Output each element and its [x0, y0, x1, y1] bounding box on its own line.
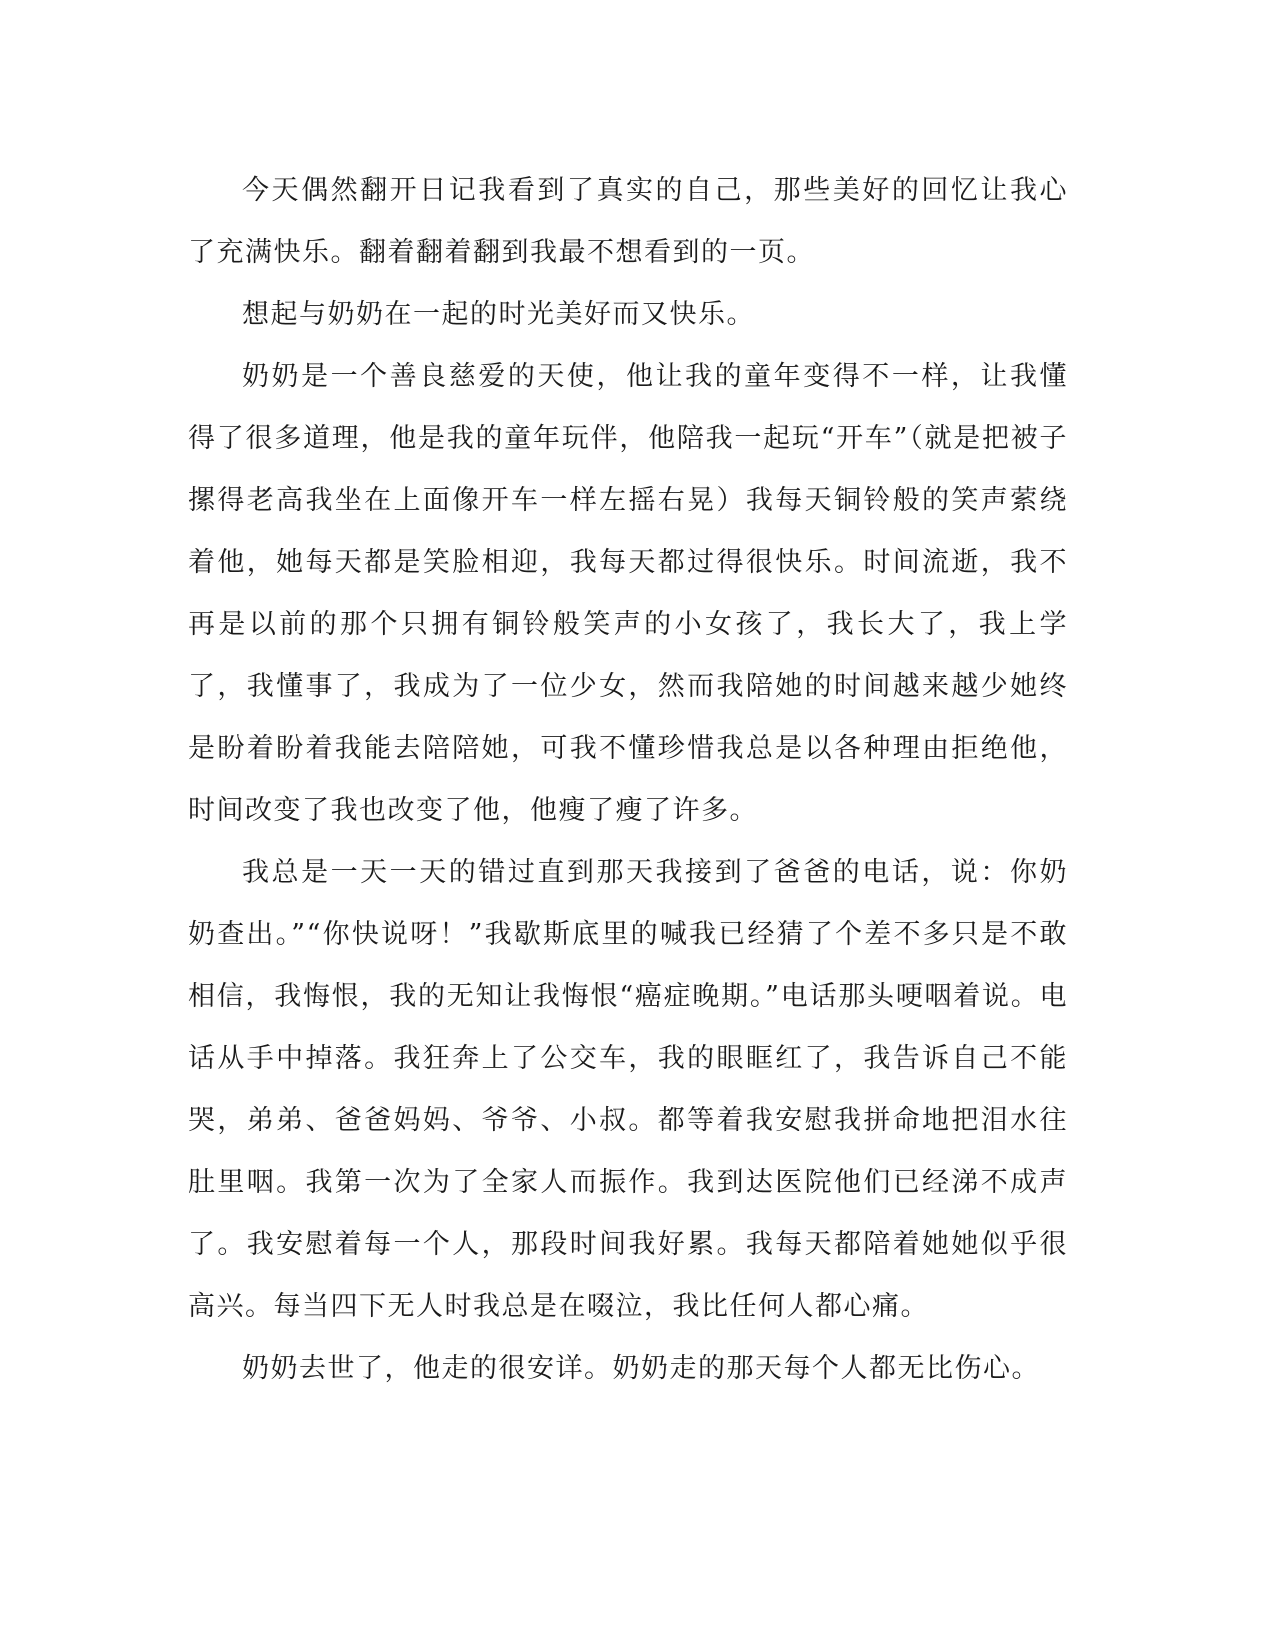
paragraph-phone-call: 我总是一天一天的错过直到那天我接到了爸爸的电话，说：你奶奶查出。”“你快说呀！”我歇斯底里的喊我已经猜了个差不多只是不敢相信，我悔恨，我的无知让我悔恨“癌症晚期。”电话那头哽咽着说。电话从手中掉落。我狂奔上了公交车，我的眼眶红了，我告诉自己不能哭，弟弟、爸爸妈妈、爷爷、小叔。都等着我安慰我拼命地把泪水往肚里咽。我第一次为了全家人而振作。我到达医院他们已经涕不成声了。我安慰着每一个人，那段时间我好累。我每天都陪着她她似乎很高兴。每当四下无人时我总是在啜泣，我比任何人都心痛。: [188, 857, 1068, 1322]
paragraph-memories: 想起与奶奶在一起的时光美好而又快乐。: [242, 299, 755, 330]
paragraph-grandma-angel: 奶奶是一个善良慈爱的天使，他让我的童年变得不一样，让我懂得了很多道理，他是我的童年玩伴，他陪我一起玩“开车”（就是把被子摞得老高我坐在上面像开车一样左摇右晃）我每天铜铃般的笑声萦绕着他，她每天都是笑脸相迎，我每天都过得很快乐。时间流逝，我不再是以前的那个只拥有铜铃般笑声的小女孩了，我长大了，我上学了，我懂事了，我成为了一位少女，然而我陪她的时间越来越少她终是盼着盼着我能去陪陪她，可我不懂珍惜我总是以各种理由拒绝他，时间改变了我也改变了他，他瘦了瘦了许多。: [188, 361, 1068, 826]
paragraph-passing: 奶奶去世了，他走的很安详。奶奶走的那天每个人都无比伤心。: [242, 1353, 1040, 1384]
document-body: [188, 160, 1068, 1400]
paragraph-diary: 今天偶然翻开日记我看到了真实的自己，那些美好的回忆让我心了充满快乐。翻着翻着翻到我最不想看到的一页。: [188, 175, 1068, 268]
